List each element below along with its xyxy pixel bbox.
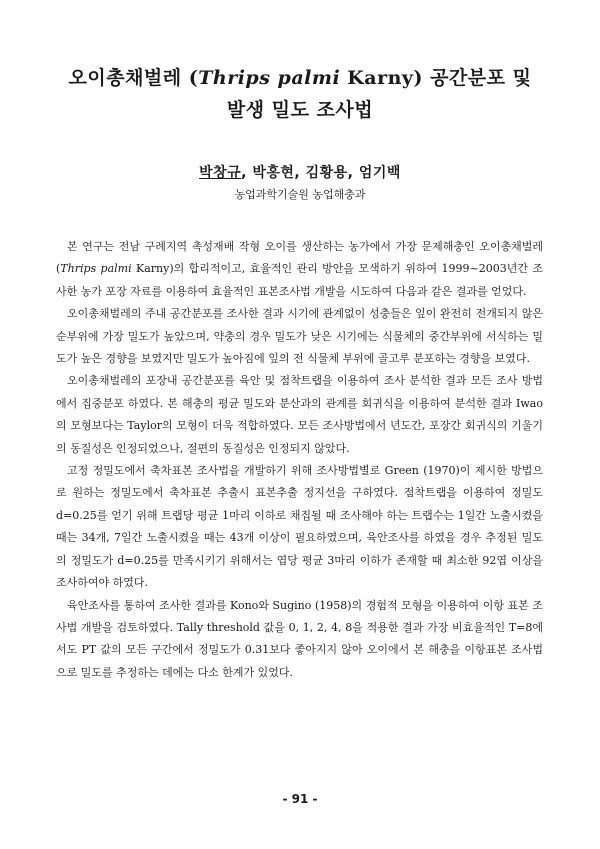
paragraph-3: 오이총채벌레의 포장내 공간분포를 육안 및 점착트랩을 이용하여 조사 분석한 결과 모든 조사 방법에서 집중분포 하였다. 본 해충의 평균 밀도와 분산과의 관계를 회귀식을 이용하여 분석한 결과 Iwao의 모형보다는 Taylor의 모형이 더욱 적합하였다. 모든 조사방법에서 년도간, 포장간 회귀식의 기울기의 동질성은 인정되었으나, 절편의 동질성은 인정되지 않았다. xyxy=(56,374,543,455)
paragraph-4: 고정 정밀도에서 축차표본 조사법을 개발하기 위해 조사방법별로 Green (1970)이 제시한 방법으로 원하는 정밀도에서 축차표본 추출시 표본추출 정지선을 구하였다. 점착트랩을 이용하여 정밀도 d=0.25를 얻기 위해 트랩당 평균 1마리 이하로 채집될 때 조사해야 하는 트랩수는 1일간 노출시켰을 때는 34개, 7일간 노출시켰을 때는 43개 이상이 필요하였으며, 육안조사를 하였을 경우 추정된 밀도의 정밀도가 d=0.25를 만족시키기 위해서는 엽당 평균 3마리 이하가 존재할 때 최소한 92엽 이상을 조사하여야 하였다. xyxy=(56,464,543,590)
author-list xyxy=(0,162,600,182)
title-line-1: 오이총채벌레 (Thrips palmi Karny) 공간분포 및 xyxy=(68,67,532,89)
paragraph-1: 본 연구는 전남 구례지역 촉성재배 작형 오이를 생산하는 농가에서 가장 문제해충인 오이총채벌레 (Thrips palmi Karny)의 합리적이고, 효율적인 관리 방안을 모색하기 위하여 1999~2003년간 조사한 농가 포장 자료를 이용하여 효율적인 표본조사법 개발을 시도하여 다음과 같은 결과를 얻었다. xyxy=(56,240,543,298)
title-line-2: 발생 밀도 조사법 xyxy=(226,99,374,121)
abstract-body xyxy=(56,236,543,684)
paragraph-5: 육안조사를 통하여 조사한 결과를 Kono와 Sugino (1958)의 경험적 모형을 이용하여 이항 표본 조사법 개발을 검토하였다. Tally threshold 값을 0, 1, 2, 4, 8을 적용한 결과 가장 비효율적인 T=8에서도 PT 값의 모든 구간에서 정밀도가 0.31보다 좋아지지 않아 오이에서 본 해충을 이항표본 조사법으로 밀도를 추정하는 데에는 다소 한계가 있었다. xyxy=(56,598,543,679)
presenting-author: 박창규 xyxy=(199,165,242,181)
paragraph-2: 오이총채벌레의 주내 공간분포를 조사한 결과 시기에 관계없이 성충들은 잎이 완전히 전개되지 않은 순부위에 가장 밀도가 높았으며, 약충의 경우 밀도가 낮은 시기에는 식물체의 중간부위에 서식하는 밀도가 높은 경향을 보였지만 밀도가 높아짐에 잎의 전 식물체 부위에 골고루 분포하는 경향을 보였다. xyxy=(56,307,543,366)
co-authors: , 박홍현, 김황용, 엄기백 xyxy=(241,165,401,181)
page-number: - 91 - xyxy=(282,792,318,806)
species-name: Thrips palmi xyxy=(198,67,341,89)
paper-title xyxy=(0,62,600,126)
affiliation: 농업과학기술원 농업해충과 xyxy=(234,188,366,201)
